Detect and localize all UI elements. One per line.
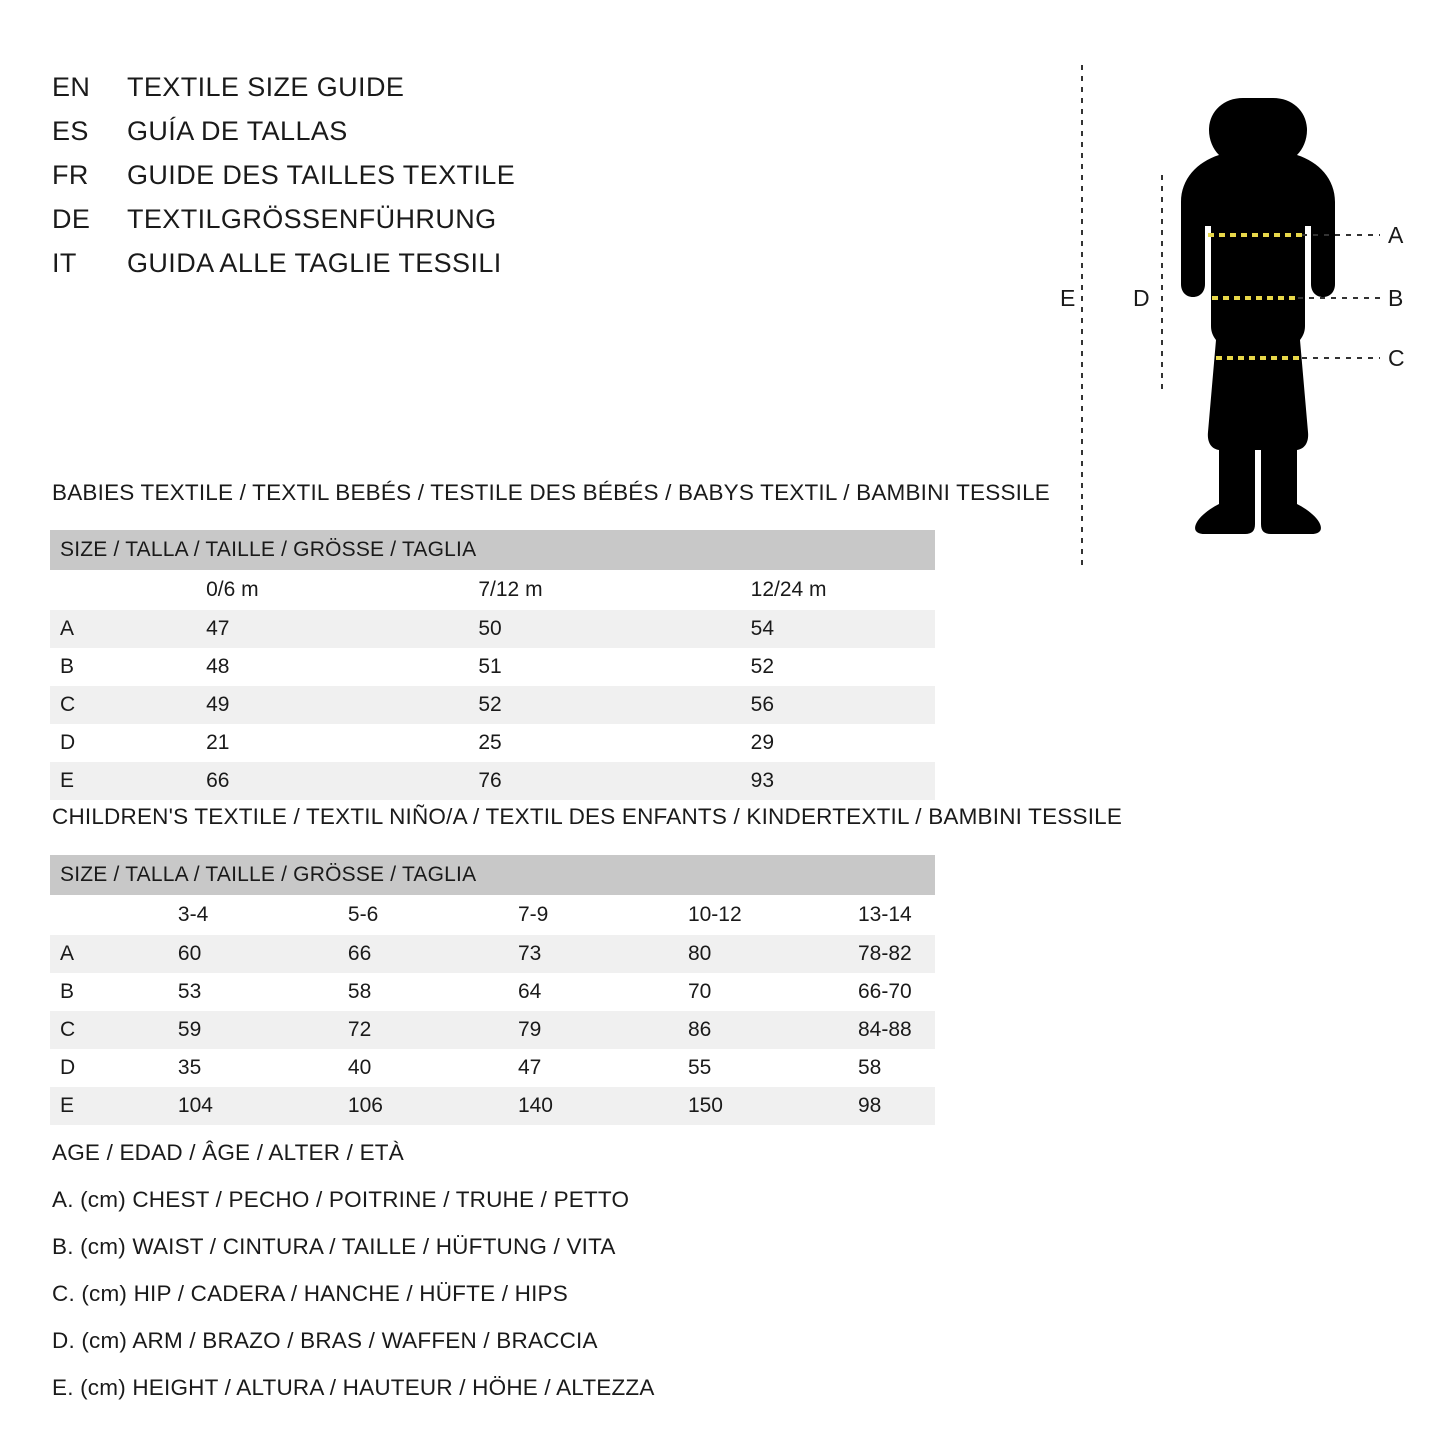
children-cell-e-0: 104 bbox=[88, 1087, 258, 1125]
babies-cell-e-1: 76 bbox=[390, 762, 662, 800]
children-cell-e-2: 140 bbox=[428, 1087, 598, 1125]
children-cell-d-4: 58 bbox=[768, 1049, 935, 1087]
figure-marker-e: E bbox=[1060, 285, 1076, 311]
babies-row-label-a: A bbox=[50, 610, 118, 648]
title-row-fr bbox=[52, 160, 752, 196]
babies-cell-a-0: 47 bbox=[118, 610, 390, 648]
table-row bbox=[50, 1011, 935, 1049]
babies-row-label-d: D bbox=[50, 724, 118, 762]
babies-cell-d-1: 25 bbox=[390, 724, 662, 762]
babies-cell-e-0: 66 bbox=[118, 762, 390, 800]
children-cell-e-1: 106 bbox=[258, 1087, 428, 1125]
babies-size-bar-label: SIZE / TALLA / TAILLE / GRÖSSE / TAGLIA bbox=[50, 530, 935, 570]
children-cell-b-0: 53 bbox=[88, 973, 258, 1011]
babies-cell-a-1: 50 bbox=[390, 610, 662, 648]
title-row-it bbox=[52, 248, 752, 284]
title-row-es bbox=[52, 116, 752, 152]
children-cell-b-4: 66-70 bbox=[768, 973, 935, 1011]
title-block bbox=[52, 72, 752, 292]
child-silhouette-icon bbox=[1181, 98, 1335, 534]
legend-line-chest: A. (cm) CHEST / PECHO / POITRINE / TRUHE / PETTO bbox=[52, 1187, 630, 1212]
babies-cell-c-1: 52 bbox=[390, 686, 662, 724]
title-text-it: GUIDA ALLE TAGLIE TESSILI bbox=[127, 248, 502, 278]
measurement-figure bbox=[1040, 55, 1420, 575]
children-row-label-e: E bbox=[50, 1087, 88, 1125]
babies-col-header-1: 7/12 m bbox=[390, 570, 662, 610]
children-cell-d-1: 40 bbox=[258, 1049, 428, 1087]
title-text-es: GUÍA DE TALLAS bbox=[127, 116, 348, 146]
table-row bbox=[50, 973, 935, 1011]
title-lang-fr: FR bbox=[52, 160, 89, 190]
children-section-heading: CHILDREN'S TEXTILE / TEXTIL NIÑO/A / TEXTIL DES ENFANTS / KINDERTEXTIL / BAMBINI TESSILE bbox=[52, 804, 1123, 829]
children-cell-b-2: 64 bbox=[428, 973, 598, 1011]
title-lang-es: ES bbox=[52, 116, 89, 146]
babies-size-bar-row bbox=[50, 530, 935, 570]
legend-block bbox=[52, 1140, 952, 1422]
figure-marker-d: D bbox=[1133, 285, 1150, 311]
babies-row-label-b: B bbox=[50, 648, 118, 686]
figure-marker-c: C bbox=[1388, 345, 1405, 371]
children-cell-a-1: 66 bbox=[258, 935, 428, 973]
title-text-fr: GUIDE DES TAILLES TEXTILE bbox=[127, 160, 516, 190]
children-row-label-b: B bbox=[50, 973, 88, 1011]
figure-marker-a: A bbox=[1388, 222, 1404, 248]
legend-line-age: AGE / EDAD / ÂGE / ALTER / ETÀ bbox=[52, 1140, 404, 1165]
babies-row-label-c: C bbox=[50, 686, 118, 724]
babies-col-header-0: 0/6 m bbox=[118, 570, 390, 610]
children-column-header-row bbox=[50, 895, 935, 935]
children-cell-d-2: 47 bbox=[428, 1049, 598, 1087]
children-col-header-3: 10-12 bbox=[598, 895, 768, 935]
children-cell-a-3: 80 bbox=[598, 935, 768, 973]
children-cell-d-0: 35 bbox=[88, 1049, 258, 1087]
children-row-label-d: D bbox=[50, 1049, 88, 1087]
babies-cell-b-2: 52 bbox=[663, 648, 935, 686]
title-text-en: TEXTILE SIZE GUIDE bbox=[127, 72, 405, 102]
children-col-header-4: 13-14 bbox=[768, 895, 935, 935]
babies-size-table bbox=[50, 530, 935, 800]
children-cell-a-4: 78-82 bbox=[768, 935, 935, 973]
legend-line-hip: C. (cm) HIP / CADERA / HANCHE / HÜFTE / HIPS bbox=[52, 1281, 568, 1306]
children-cell-c-2: 79 bbox=[428, 1011, 598, 1049]
table-row bbox=[50, 724, 935, 762]
children-cell-a-0: 60 bbox=[88, 935, 258, 973]
babies-column-header-row bbox=[50, 570, 935, 610]
children-cell-a-2: 73 bbox=[428, 935, 598, 973]
legend-line-arm: D. (cm) ARM / BRAZO / BRAS / WAFFEN / BRACCIA bbox=[52, 1328, 598, 1353]
figure-marker-b: B bbox=[1388, 285, 1404, 311]
babies-cell-b-1: 51 bbox=[390, 648, 662, 686]
children-cell-b-3: 70 bbox=[598, 973, 768, 1011]
table-row bbox=[50, 686, 935, 724]
title-row-de bbox=[52, 204, 752, 240]
babies-row-label-e: E bbox=[50, 762, 118, 800]
children-cell-c-1: 72 bbox=[258, 1011, 428, 1049]
table-row bbox=[50, 1087, 935, 1125]
title-lang-en: EN bbox=[52, 72, 91, 102]
children-cell-e-3: 150 bbox=[598, 1087, 768, 1125]
table-row bbox=[50, 648, 935, 686]
children-cell-b-1: 58 bbox=[258, 973, 428, 1011]
children-cell-d-3: 55 bbox=[598, 1049, 768, 1087]
children-col-header-0: 3-4 bbox=[88, 895, 258, 935]
children-cell-e-4: 98 bbox=[768, 1087, 935, 1125]
babies-cell-a-2: 54 bbox=[663, 610, 935, 648]
table-row bbox=[50, 1049, 935, 1087]
children-size-bar-row bbox=[50, 855, 935, 895]
children-size-table bbox=[50, 855, 935, 1125]
title-lang-de: DE bbox=[52, 204, 91, 234]
children-corner-cell bbox=[50, 895, 88, 935]
children-cell-c-0: 59 bbox=[88, 1011, 258, 1049]
babies-corner-cell bbox=[50, 570, 118, 610]
table-row bbox=[50, 762, 935, 800]
title-lang-it: IT bbox=[52, 248, 77, 278]
legend-line-height: E. (cm) HEIGHT / ALTURA / HAUTEUR / HÖHE / ALTEZZA bbox=[52, 1375, 655, 1400]
table-row bbox=[50, 610, 935, 648]
children-row-label-c: C bbox=[50, 1011, 88, 1049]
babies-cell-d-0: 21 bbox=[118, 724, 390, 762]
babies-section-heading: BABIES TEXTILE / TEXTIL BEBÉS / TESTILE DES BÉBÉS / BABYS TEXTIL / BAMBINI TESSILE bbox=[52, 480, 1051, 505]
table-row bbox=[50, 935, 935, 973]
title-text-de: TEXTILGRÖSSENFÜHRUNG bbox=[127, 204, 497, 234]
babies-cell-d-2: 29 bbox=[663, 724, 935, 762]
children-row-label-a: A bbox=[50, 935, 88, 973]
children-size-bar-label: SIZE / TALLA / TAILLE / GRÖSSE / TAGLIA bbox=[50, 855, 935, 895]
babies-cell-e-2: 93 bbox=[663, 762, 935, 800]
children-cell-c-4: 84-88 bbox=[768, 1011, 935, 1049]
title-row-en bbox=[52, 72, 752, 108]
children-col-header-1: 5-6 bbox=[258, 895, 428, 935]
babies-col-header-2: 12/24 m bbox=[663, 570, 935, 610]
children-col-header-2: 7-9 bbox=[428, 895, 598, 935]
babies-cell-c-0: 49 bbox=[118, 686, 390, 724]
legend-line-waist: B. (cm) WAIST / CINTURA / TAILLE / HÜFTUNG / VITA bbox=[52, 1234, 616, 1259]
babies-cell-c-2: 56 bbox=[663, 686, 935, 724]
children-cell-c-3: 86 bbox=[598, 1011, 768, 1049]
babies-cell-b-0: 48 bbox=[118, 648, 390, 686]
